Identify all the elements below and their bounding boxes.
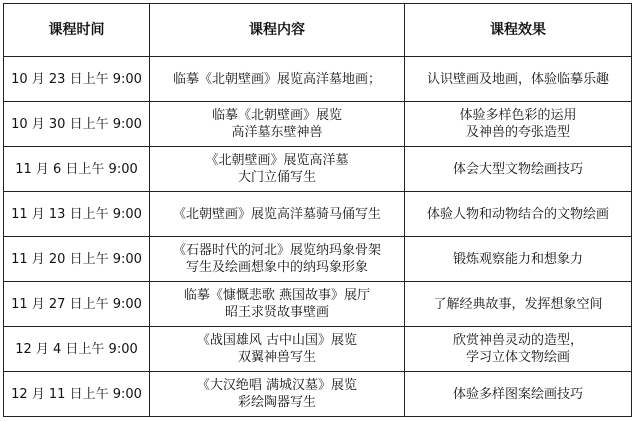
effect-line: 了解经典故事，发挥想象空间 (433, 296, 603, 312)
content-line: 《战国雄风 古中山国》展览 (196, 333, 358, 348)
content-line: 《石器时代的河北》展览纳玛象骨架 (172, 243, 381, 258)
cell-content (150, 282, 405, 327)
header-row (4, 4, 632, 57)
content-line: 高洋墓东壁神兽 (231, 125, 323, 140)
cell-effect (405, 147, 632, 192)
table-row (4, 327, 632, 372)
cell-time: 10 月 30 日上午 9:00 (4, 102, 150, 147)
cell-time: 11 月 6 日上午 9:00 (4, 147, 150, 192)
content-line: 《北朝壁画》展览高洋墓骑马俑写生 (172, 206, 381, 222)
cell-effect (405, 192, 632, 237)
header-time: 课程时间 (4, 4, 150, 57)
content-line: 临摹《慷慨悲歌 燕国故事》展厅 (183, 288, 371, 303)
effect-line: 认识壁画及地画，体验临摹乐趣 (426, 71, 609, 87)
cell-time: 12 月 4 日上午 9:00 (4, 327, 150, 372)
cell-time: 11 月 13 日上午 9:00 (4, 192, 150, 237)
cell-content (150, 237, 405, 282)
table-row (4, 192, 632, 237)
course-schedule-table (3, 3, 632, 417)
content-line: 《北朝壁画》展览高洋墓 (205, 153, 349, 168)
effect-line: 体会大型文物绘画技巧 (452, 161, 583, 177)
content-line: 彩绘陶器写生 (237, 395, 316, 410)
cell-time: 11 月 20 日上午 9:00 (4, 237, 150, 282)
effect-line: 及神兽的夸张造型 (465, 125, 570, 140)
cell-content (150, 57, 405, 102)
content-line: 写生及绘画想象中的纳玛象形象 (185, 260, 368, 275)
effect-line: 体验人物和动物结合的文物绘画 (426, 206, 609, 222)
cell-content (150, 327, 405, 372)
cell-time: 10 月 23 日上午 9:00 (4, 57, 150, 102)
cell-time: 11 月 27 日上午 9:00 (4, 282, 150, 327)
effect-line: 体验多样色彩的运用 (459, 108, 577, 123)
effect-line: 体验多样图案绘画技巧 (452, 386, 583, 402)
cell-content (150, 372, 405, 417)
cell-content (150, 192, 405, 237)
content-line: 大门立俑写生 (237, 170, 316, 185)
table-row (4, 57, 632, 102)
content-line: 临摹《北朝壁画》展览高洋墓地画； (172, 71, 381, 87)
cell-effect (405, 102, 632, 147)
table-row (4, 102, 632, 147)
cell-effect (405, 327, 632, 372)
cell-effect (405, 57, 632, 102)
cell-content (150, 102, 405, 147)
cell-time: 12 月 11 日上午 9:00 (4, 372, 150, 417)
cell-effect (405, 237, 632, 282)
content-line: 《大汉绝唱 满城汉墓》展览 (196, 378, 358, 393)
effect-line: 欣赏神兽灵动的造型， (452, 333, 583, 348)
effect-line: 锻炼观察能力和想象力 (452, 251, 583, 267)
table-row (4, 282, 632, 327)
content-line: 双翼神兽写生 (237, 350, 316, 365)
table-row (4, 372, 632, 417)
cell-content (150, 147, 405, 192)
header-content: 课程内容 (150, 4, 405, 57)
content-line: 临摹《北朝壁画》展览 (211, 108, 342, 123)
content-line: 昭王求贤故事壁画 (224, 305, 329, 320)
table-row (4, 147, 632, 192)
cell-effect (405, 372, 632, 417)
header-effect: 课程效果 (405, 4, 632, 57)
cell-effect (405, 282, 632, 327)
table-row (4, 237, 632, 282)
effect-line: 学习立体文物绘画 (465, 350, 570, 365)
